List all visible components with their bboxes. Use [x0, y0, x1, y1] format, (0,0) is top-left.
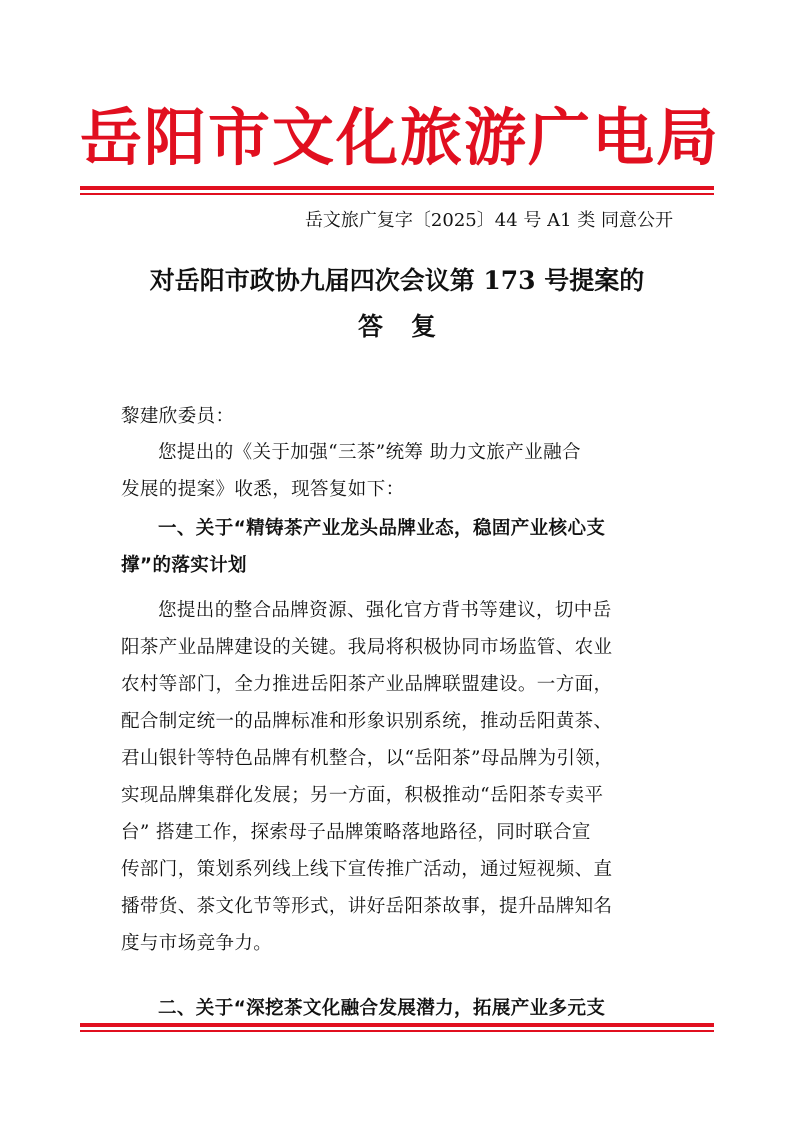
salutation: 黎建欣委员：: [121, 406, 235, 427]
section1-line: 君山银针等特色品牌有机整合，以“岳阳茶”母品牌为引领，: [121, 748, 614, 769]
section1-line: 度与市场竞争力。: [121, 933, 273, 954]
section1-paragraph: [121, 592, 681, 962]
document-number: 岳文旅广复字〔2025〕44 号 A1 类 同意公开: [304, 210, 673, 231]
section1-heading: [121, 510, 681, 584]
document-title-line1: 对岳阳市政协九届四次会议第 173 号提案的: [149, 266, 645, 295]
intro-line: 您提出的《关于加强“三茶”统筹 助力文旅产业融合: [158, 442, 581, 463]
section1-line: 农村等部门，全力推进岳阳茶产业品牌联盟建设。一方面，: [121, 674, 613, 695]
organization-header: 岳阳市文化旅游广电局: [80, 101, 721, 174]
header-rule-thin: [80, 193, 714, 195]
intro-line: 发展的提案》收悉，现答复如下：: [121, 479, 405, 500]
intro-paragraph: [121, 434, 681, 508]
section2-heading-line: 二、关于“深挖茶文化融合发展潜力，拓展产业多元支: [158, 998, 606, 1019]
section1-line: 传部门，策划系列线上线下宣传推广活动，通过短视频、直: [121, 859, 613, 880]
section2-heading: [121, 990, 681, 1027]
document-title-line2: 答复: [357, 312, 464, 341]
section1-line: 实现品牌集群化发展；另一方面，积极推动“岳阳茶专卖平: [121, 785, 604, 806]
header-rule-thick: [80, 186, 714, 190]
section1-line: 配合制定统一的品牌标准和形象识别系统，推动岳阳黄茶、: [121, 711, 613, 732]
section1-line: 阳茶产业品牌建设的关键。我局将积极协同市场监管、农业: [121, 637, 613, 658]
section1-line: 您提出的整合品牌资源、强化官方背书等建议，切中岳: [158, 600, 612, 621]
section1-heading-line: 一、关于“精铸茶产业龙头品牌业态，稳固产业核心支: [158, 518, 606, 539]
footer-rule-thin: [80, 1030, 714, 1032]
footer-rule-thick: [80, 1023, 714, 1027]
section1-line: 台” 搭建工作，探索母子品牌策略落地路径，同时联合宣: [121, 822, 591, 843]
section1-heading-line: 撑”的落实计划: [121, 555, 247, 576]
section1-line: 播带货、茶文化节等形式，讲好岳阳茶故事，提升品牌知名: [121, 896, 613, 917]
